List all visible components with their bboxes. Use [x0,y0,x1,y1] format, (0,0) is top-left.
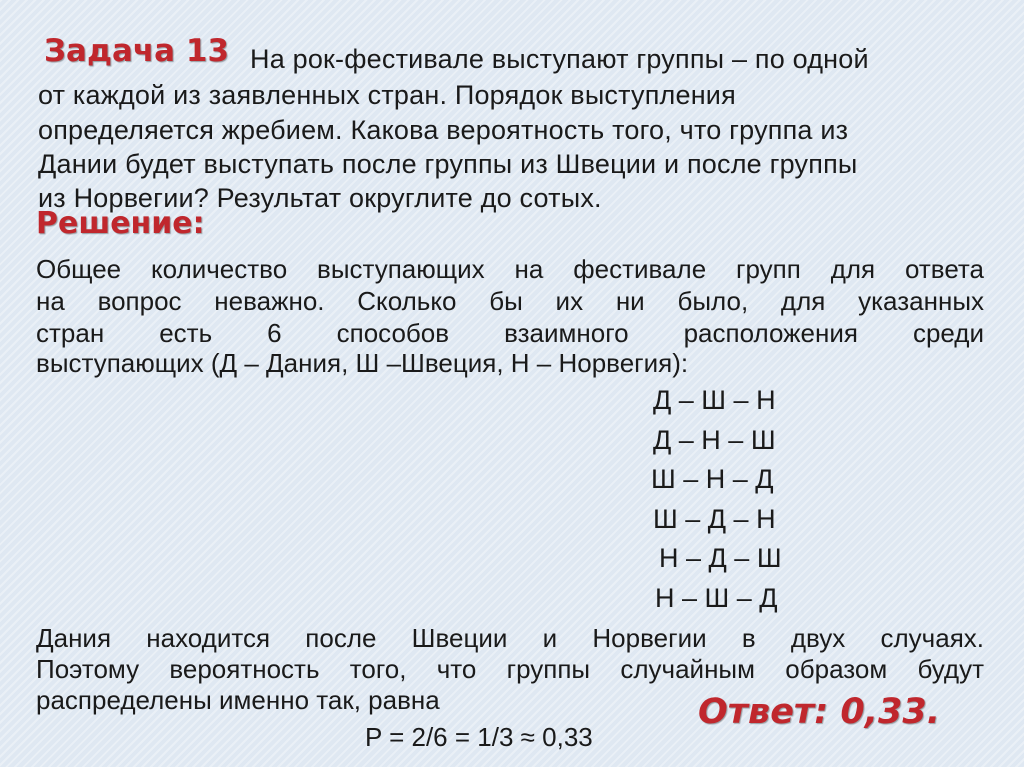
intro-line-4: выступающих (Д – Дания, Ш –Швеция, Н – Норвегия): [36,348,689,378]
problem-line-4: Дании будет выступать после группы из Швеции и после группы [38,149,858,179]
permutation-6: Н – Ш – Д [655,583,778,613]
permutation-3: Ш – Н – Д [651,464,774,494]
conclusion-line-3: распределены именно так, равна [36,685,440,715]
permutation-4: Ш – Д – Н [653,504,776,534]
problem-line-1: На рок-фестивале выступают группы – по одной [250,44,869,74]
problem-line-3: определяется жребием. Какова вероятность того, что группа из [38,115,849,145]
conclusion-line-1: Дания находится после Швеции и Норвегии в двух случаях. [36,623,984,653]
problem-line-2: от каждой из заявленных стран. Порядок выступления [38,80,736,110]
intro-line-3: стран есть 6 способов взаимного расположения среди [36,318,984,348]
problem-line-5: из Норвегии? Результат округлите до сотых. [38,183,602,213]
conclusion-line-2: Поэтому вероятность того, что группы случайным образом будут [36,654,984,684]
permutation-2: Д – Н – Ш [653,425,776,455]
intro-line-2: на вопрос неважно. Сколько бы их ни было, для указанных [36,286,984,316]
solution-label: Решение: [36,206,205,241]
permutation-5: Н – Д – Ш [659,543,782,573]
task-label: Задача 13 [44,33,230,69]
intro-line-1: Общее количество выступающих на фестивале групп для ответа [36,254,984,284]
permutation-1: Д – Ш – Н [653,385,776,415]
answer: Ответ: 0,33. [698,692,941,732]
probability-formula: P = 2/6 = 1/3 ≈ 0,33 [365,722,593,752]
